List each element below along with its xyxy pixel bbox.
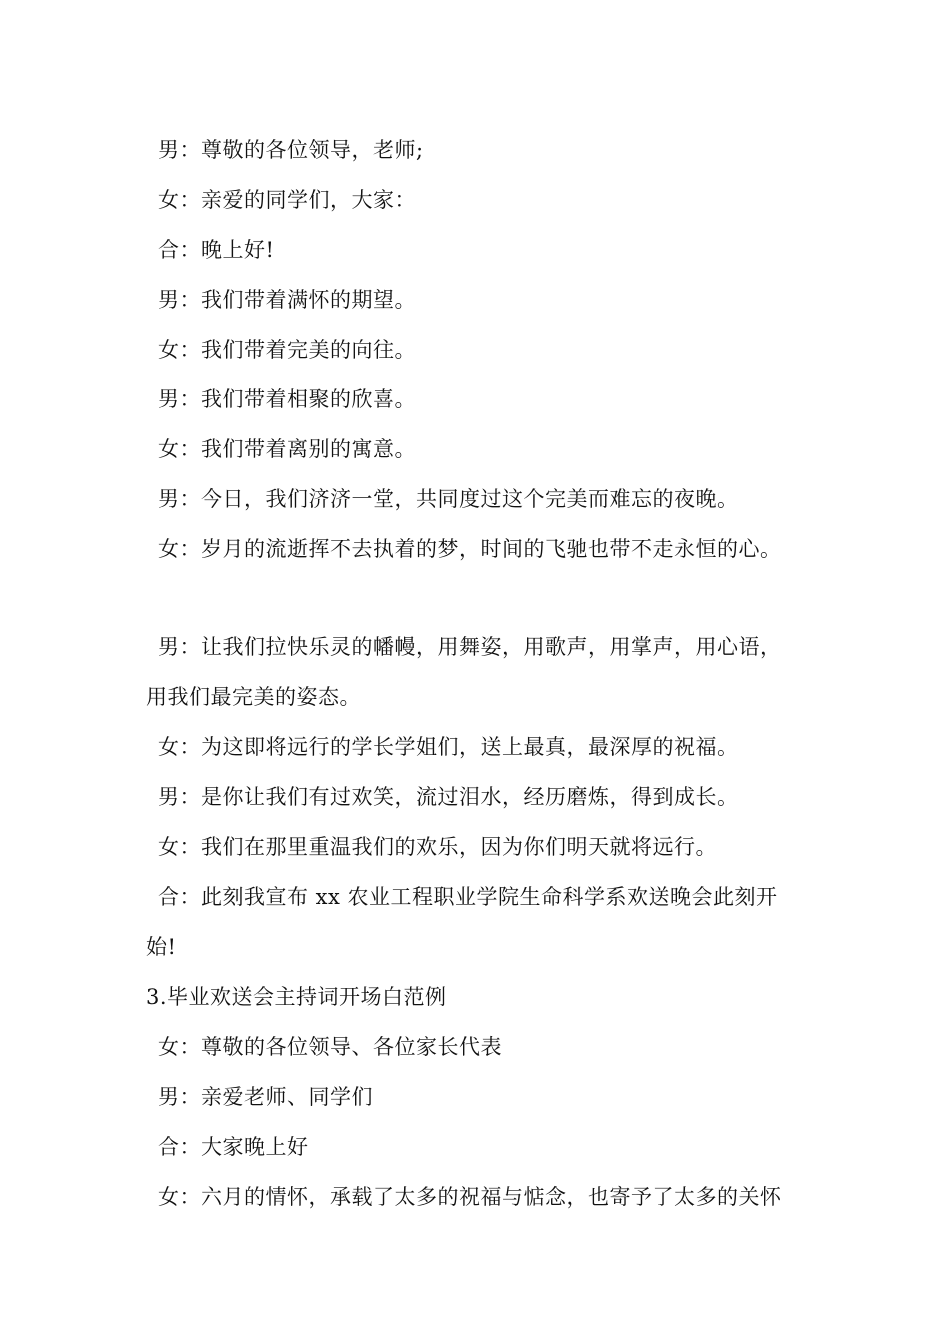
text-line: 男：亲爱老师、同学们	[158, 1085, 373, 1109]
text-line: 女：我们在那里重温我们的欢乐，因为你们明天就将远行。	[158, 835, 717, 859]
text-line: 女：我们带着完美的向往。	[158, 338, 416, 362]
section-heading: 3.毕业欢送会主持词开场白范例	[146, 985, 447, 1009]
text-line: 合：大家晚上好	[158, 1135, 309, 1159]
text-line: 合：此刻我宣布 xx 农业工程职业学院生命科学系欢送晚会此刻开	[158, 885, 778, 909]
text-line: 男：是你让我们有过欢笑，流过泪水，经历磨炼，得到成长。	[158, 785, 739, 809]
text-line: 女：六月的情怀，承载了太多的祝福与惦念，也寄予了太多的关怀	[158, 1185, 782, 1209]
text-line: 始!	[146, 935, 177, 959]
text-line: 女：岁月的流逝挥不去执着的梦，时间的飞驰也带不走永恒的心。	[158, 537, 782, 561]
text-line: 男：今日，我们济济一堂，共同度过这个完美而难忘的夜晚。	[158, 487, 739, 511]
text-line: 男：让我们拉快乐灵的幡幔，用舞姿，用歌声，用掌声，用心语，	[158, 635, 782, 659]
text-line: 男：尊敬的各位领导，老师;	[158, 138, 424, 162]
text-line: 合：晚上好!	[158, 238, 275, 262]
text-line: 男：我们带着满怀的期望。	[158, 288, 416, 312]
text-line: 男：我们带着相聚的欣喜。	[158, 387, 416, 411]
text-line: 女：为这即将远行的学长学姐们，送上最真，最深厚的祝福。	[158, 735, 739, 759]
text-line: 女：我们带着离别的寓意。	[158, 437, 416, 461]
text-line: 女：亲爱的同学们，大家：	[158, 188, 416, 212]
text-line: 用我们最完美的姿态。	[146, 685, 361, 709]
text-line: 女：尊敬的各位领导、各位家长代表	[158, 1035, 502, 1059]
